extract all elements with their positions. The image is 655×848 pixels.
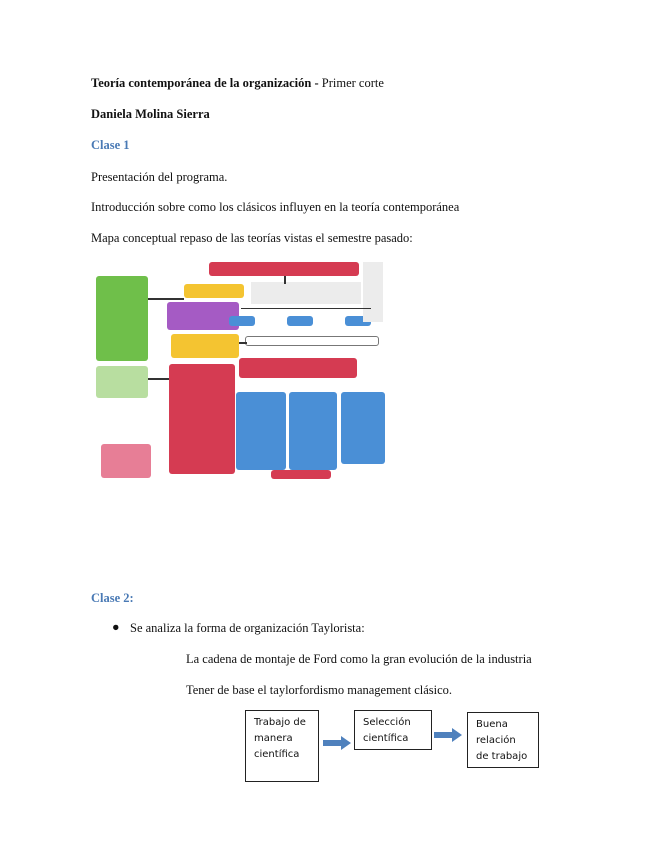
concept-map-image <box>91 258 389 480</box>
clase2-line-1: La cadena de montaje de Ford como la gran evolución de la industria <box>186 652 532 666</box>
title-bold: Teoría contemporánea de la organización <box>91 76 312 90</box>
clase2-heading: Clase 2: <box>91 591 134 605</box>
clase1-heading: Clase 1 <box>91 138 130 152</box>
flow-box-2: Selección científica <box>354 710 432 750</box>
flow-box-3: Buena relación de trabajo <box>467 712 539 768</box>
clase2-bullet-text: Se analiza la forma de organización Taylorista: <box>130 621 365 635</box>
title-rest: Primer corte <box>321 76 384 90</box>
clase1-paragraph-1: Presentación del programa. <box>91 170 228 184</box>
clase2-line-2: Tener de base el taylorfordismo management clásico. <box>186 683 453 697</box>
arrow-right-icon <box>434 728 462 742</box>
title-separator: - <box>311 76 322 90</box>
arrow-right-icon <box>323 736 351 750</box>
document-title <box>91 76 384 91</box>
flow-box-1: Trabajo de manera científica <box>245 710 319 782</box>
bullet-marker: ● <box>112 620 120 634</box>
author-name: Daniela Molina Sierra <box>91 107 210 121</box>
clase1-paragraph-2: Introducción sobre como los clásicos influyen en la teoría contemporánea <box>91 200 460 214</box>
clase1-paragraph-3: Mapa conceptual repaso de las teorías vistas el semestre pasado: <box>91 231 413 245</box>
